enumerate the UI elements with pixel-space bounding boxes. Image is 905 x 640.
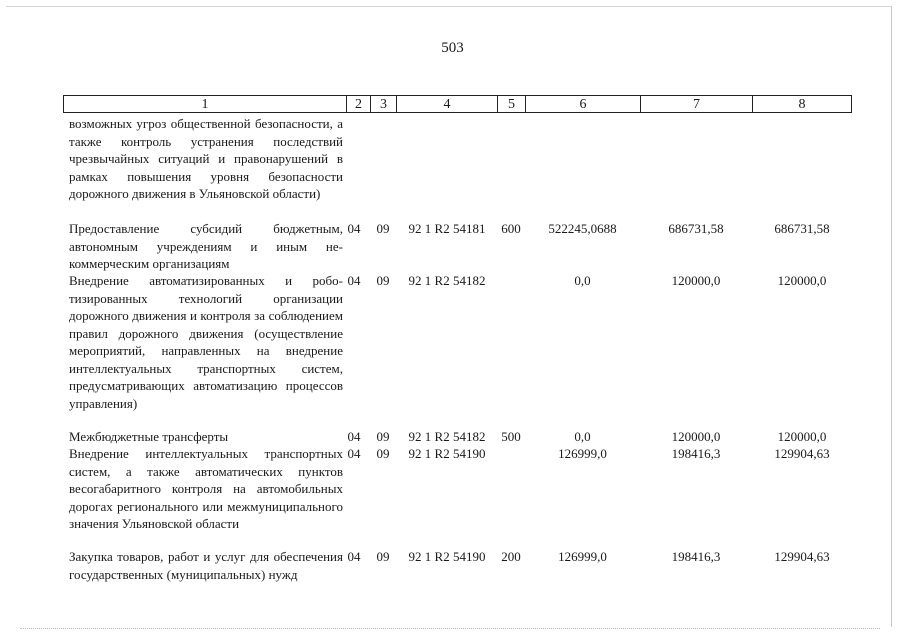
row-description: Внедрение автоматизированных и роботизированных технологий организации дорожного движения и контроля за соблюдением правил дорожного движения (осуществление мероприятий, направленных на внедрение интеллектуальных транспортных систем, предусматривающих автоматизацию процессов управления)	[69, 273, 343, 411]
row-amount-6: 126999,0	[558, 549, 607, 564]
row-target-code: 92 1 R2 54190	[408, 446, 486, 461]
row-amount-7: 686731,58	[668, 221, 724, 236]
row-description: Внедрение интеллектуальных транспортных систем, а также автоматических пунктов весогабаритного контроля на автомобильных дорогах регионального или межмуниципального значения Ульяновской области	[69, 446, 343, 531]
header-cell-1: 1	[63, 95, 346, 113]
row-section: 04	[347, 446, 361, 461]
row-section: 04	[347, 549, 361, 564]
row-expense-type: 200	[501, 549, 521, 564]
row-expense-type: 600	[501, 221, 521, 236]
scan-edge-line	[20, 628, 880, 630]
header-cell-7: 7	[640, 95, 752, 113]
row-target-code: 92 1 R2 54181	[408, 221, 486, 236]
row-subsection: 09	[376, 549, 390, 564]
row-subsection: 09	[376, 446, 390, 461]
row-description: возможных угроз общественной безопасности, а также контроль устранения последствий чрезвычайных ситуаций и правонарушений в рамках повышения уровня безопасности дорожного движения в Ульяновской области)	[69, 116, 343, 201]
row-amount-8: 129904,63	[774, 446, 830, 461]
row-target-code: 92 1 R2 54182	[408, 429, 486, 444]
row-amount-8: 120000,0	[777, 273, 827, 288]
row-amount-8: 686731,58	[774, 221, 830, 236]
page-number: 503	[441, 40, 464, 56]
row-amount-7: 198416,3	[671, 446, 721, 461]
row-target-code: 92 1 R2 54182	[408, 273, 486, 288]
row-section: 04	[347, 273, 361, 288]
row-subsection: 09	[376, 273, 390, 288]
header-cell-8: 8	[752, 95, 852, 113]
row-description: Предоставление субсидий бюджетным, автономным учреждениям и иным некоммерческим организациям	[69, 221, 343, 271]
row-amount-7: 198416,3	[671, 549, 721, 564]
header-cell-5: 5	[497, 95, 525, 113]
header-cell-4: 4	[396, 95, 497, 113]
row-amount-6: 0,0	[574, 429, 591, 444]
header-cell-6: 6	[525, 95, 640, 113]
header-cell-3: 3	[370, 95, 396, 113]
row-amount-8: 129904,63	[774, 549, 830, 564]
row-section: 04	[347, 429, 361, 444]
row-section: 04	[347, 221, 361, 236]
row-description: Закупка товаров, работ и услуг для обеспечения государственных (муниципальных) нужд	[69, 549, 343, 582]
row-amount-7: 120000,0	[671, 273, 721, 288]
row-subsection: 09	[376, 429, 390, 444]
row-amount-6: 126999,0	[558, 446, 607, 461]
row-amount-7: 120000,0	[671, 429, 721, 444]
row-amount-6: 522245,0688	[548, 221, 617, 236]
row-target-code: 92 1 R2 54190	[408, 549, 486, 564]
row-amount-8: 120000,0	[777, 429, 827, 444]
header-cell-2: 2	[346, 95, 370, 113]
row-amount-6: 0,0	[574, 273, 591, 288]
row-description: Межбюджетные трансферты	[69, 429, 229, 444]
row-expense-type: 500	[501, 429, 521, 444]
row-subsection: 09	[376, 221, 390, 236]
